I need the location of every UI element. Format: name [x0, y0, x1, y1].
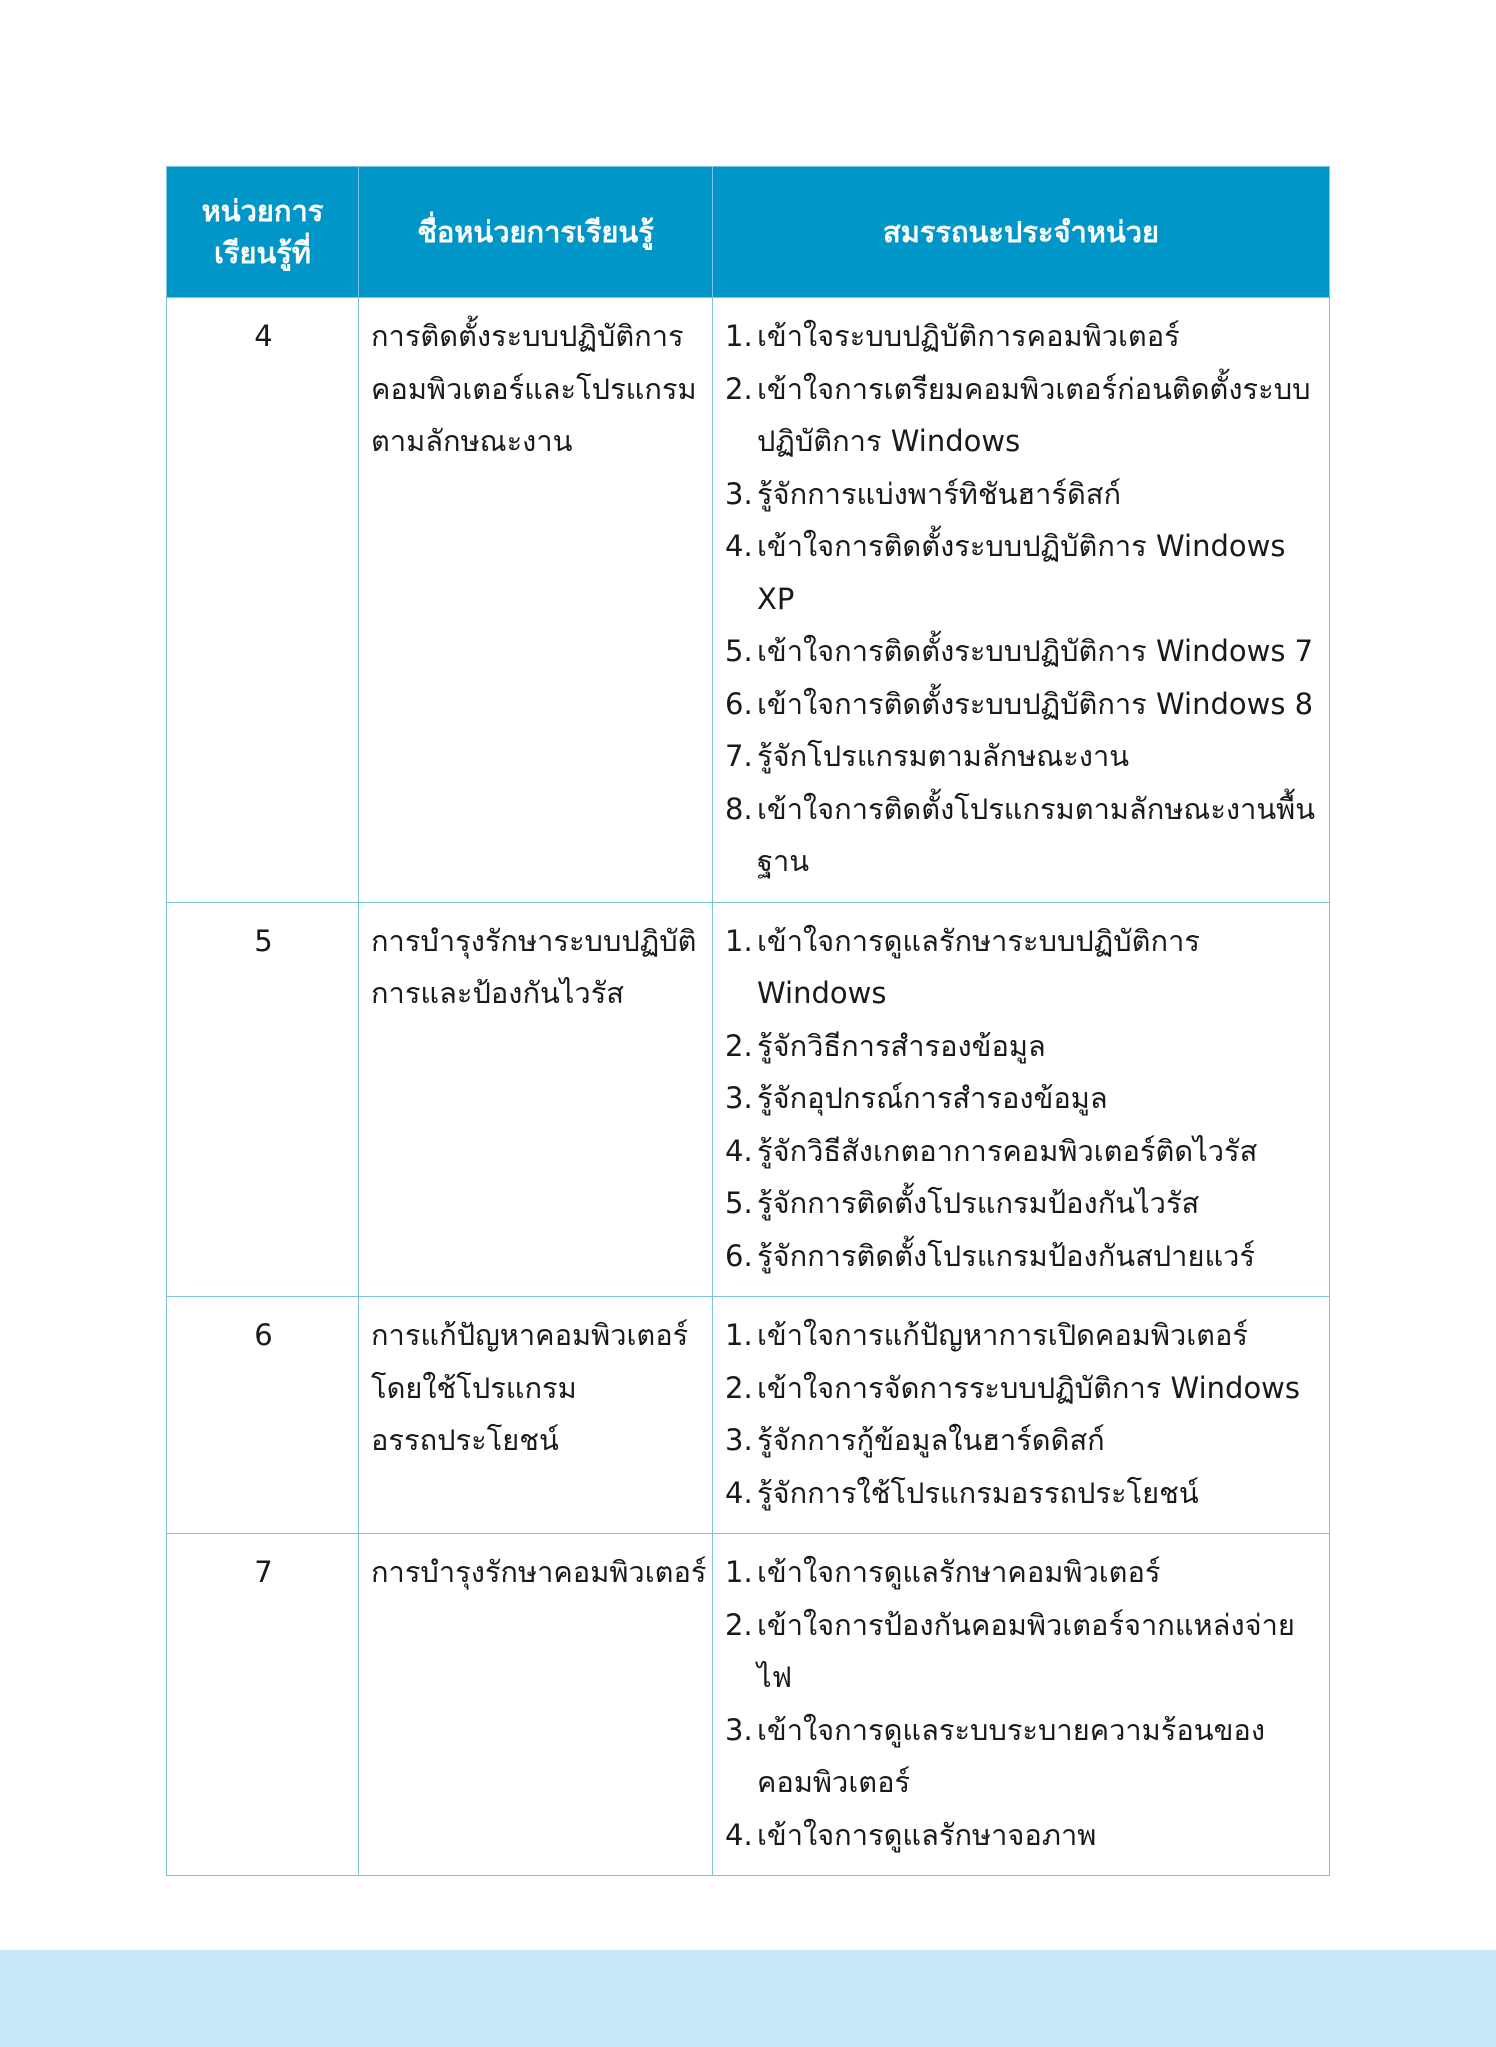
table-row: [167, 902, 1330, 1297]
list-item: [725, 1809, 1319, 1862]
competency-number: 1.: [725, 1555, 753, 1589]
unit-number-cell: 5: [167, 902, 359, 1297]
list-item: [725, 310, 1319, 363]
competency-number: 2.: [725, 1607, 753, 1642]
unit-name-line: การบำรุงรักษาระบบปฏิบัติ: [371, 923, 697, 958]
competency-text: รู้จักการติดตั้งโปรแกรมป้องกันสปายแวร์: [757, 1238, 1256, 1273]
list-item: [725, 1467, 1319, 1520]
table-row: [167, 1297, 1330, 1534]
competency-number: 3.: [725, 1423, 753, 1457]
table-header-row: [167, 167, 1330, 298]
competency-text: เข้าใจการดูแลระบบระบายความร้อนของคอมพิวเตอร์: [757, 1712, 1265, 1799]
footer-band: [0, 1950, 1496, 2047]
competency-text: เข้าใจการติดตั้งระบบปฏิบัติการ Windows 8: [757, 686, 1314, 721]
unit-name-line: การและป้องกันไวรัส: [371, 976, 624, 1010]
list-item: [725, 915, 1319, 1020]
competency-number: 4.: [725, 1817, 753, 1852]
competency-text: เข้าใจการดูแลรักษาคอมพิวเตอร์: [757, 1555, 1161, 1589]
unit-name-line: คอมพิวเตอร์และโปรแกรม: [371, 371, 697, 406]
unit-name-cell: [359, 1297, 713, 1534]
competency-text: เข้าใจการเตรียมคอมพิวเตอร์ก่อนติดตั้งระบบปฏิบัติการ Windows: [757, 371, 1311, 458]
competency-text: เข้าใจการดูแลรักษาระบบปฏิบัติการ Windows: [757, 923, 1200, 1010]
competency-text: เข้าใจการแก้ปัญหาการเปิดคอมพิวเตอร์: [757, 1318, 1249, 1352]
competency-text: รู้จักการกู้ข้อมูลในฮาร์ดดิสก์: [757, 1423, 1105, 1457]
competency-text: เข้าใจการจัดการระบบปฏิบัติการ Windows: [757, 1370, 1301, 1405]
competency-text: เข้าใจการติดตั้งระบบปฏิบัติการ Windows XP: [757, 529, 1286, 616]
competency-number: 6.: [725, 1238, 753, 1273]
list-item: [725, 1072, 1319, 1125]
competency-list: [725, 1546, 1319, 1861]
competency-cell: [713, 1297, 1330, 1534]
competency-number: 3.: [725, 1081, 753, 1115]
unit-name-cell: [359, 298, 713, 903]
competency-number: 1.: [725, 319, 753, 353]
list-item: [725, 783, 1319, 888]
unit-name-line: การแก้ปัญหาคอมพิวเตอร์: [371, 1318, 689, 1352]
unit-name-line: การติดตั้งระบบปฏิบัติการ: [371, 319, 684, 353]
unit-name-line: โดยใช้โปรแกรม: [371, 1370, 577, 1405]
competency-text: รู้จักการติดตั้งโปรแกรมป้องกันไวรัส: [757, 1186, 1200, 1220]
list-item: [725, 520, 1319, 625]
list-item: [725, 1362, 1319, 1415]
competency-text: รู้จักการใช้โปรแกรมอรรถประโยชน์: [757, 1475, 1199, 1510]
unit-name-line: อรรถประโยชน์: [371, 1423, 559, 1457]
list-item: [725, 1546, 1319, 1599]
unit-name-cell: [359, 902, 713, 1297]
competency-table: [166, 166, 1330, 1876]
competency-text: เข้าใจการป้องกันคอมพิวเตอร์จากแหล่งจ่ายไฟ: [757, 1607, 1295, 1694]
unit-number-cell: 7: [167, 1534, 359, 1876]
unit-number-cell: 4: [167, 298, 359, 903]
competency-text: รู้จักโปรแกรมตามลักษณะงาน: [757, 739, 1130, 773]
list-item: [725, 1309, 1319, 1362]
list-item: [725, 1125, 1319, 1178]
unit-name-line: ตามลักษณะงาน: [371, 424, 573, 458]
table-row: [167, 298, 1330, 903]
competency-number: 4.: [725, 1475, 753, 1510]
list-item: [725, 730, 1319, 783]
competency-number: 4.: [725, 1133, 753, 1168]
competency-number: 5.: [725, 634, 753, 668]
competency-number: 8.: [725, 791, 753, 826]
list-item: [725, 1704, 1319, 1809]
list-item: [725, 363, 1319, 468]
competency-text: รู้จักการแบ่งพาร์ทิชันฮาร์ดิสก์: [757, 476, 1122, 511]
competency-cell: [713, 902, 1330, 1297]
competency-number: 7.: [725, 739, 753, 773]
unit-name-line: การบำรุงรักษาคอมพิวเตอร์: [371, 1555, 707, 1589]
list-item: [725, 625, 1319, 678]
competency-number: 6.: [725, 686, 753, 721]
header-unit-number: [167, 167, 359, 298]
list-item: [725, 1177, 1319, 1230]
unit-name-cell: [359, 1534, 713, 1876]
competency-number: 2.: [725, 1028, 753, 1063]
unit-number-cell: 6: [167, 1297, 359, 1534]
competency-text: เข้าใจการติดตั้งโปรแกรมตามลักษณะงานพื้นฐาน: [757, 791, 1316, 878]
list-item: [725, 678, 1319, 731]
competency-cell: [713, 298, 1330, 903]
competency-list: [725, 1309, 1319, 1519]
competency-number: 3.: [725, 476, 753, 511]
table-body: [167, 298, 1330, 1876]
competency-number: 4.: [725, 529, 753, 563]
competency-list: [725, 915, 1319, 1283]
header-unit-name: ชื่อหน่วยการเรียนรู้: [359, 167, 713, 298]
table-row: [167, 1534, 1330, 1876]
header-competency: สมรรถนะประจำหน่วย: [713, 167, 1330, 298]
competency-number: 1.: [725, 1318, 753, 1352]
competency-number: 1.: [725, 923, 753, 958]
header-unit-number-line2: เรียนรู้ที่: [214, 236, 311, 270]
competency-text: เข้าใจระบบปฏิบัติการคอมพิวเตอร์: [757, 319, 1180, 353]
competency-number: 2.: [725, 1370, 753, 1405]
competency-number: 5.: [725, 1186, 753, 1220]
list-item: [725, 1230, 1319, 1283]
competency-text: รู้จักอุปกรณ์การสำรองข้อมูล: [757, 1081, 1108, 1115]
competency-number: 3.: [725, 1712, 753, 1747]
competency-cell: [713, 1534, 1330, 1876]
competency-text: รู้จักวิธีการสำรองข้อมูล: [757, 1028, 1046, 1063]
list-item: [725, 1599, 1319, 1704]
competency-number: 2.: [725, 371, 753, 406]
competency-text: เข้าใจการดูแลรักษาจอภาพ: [757, 1817, 1097, 1852]
competency-list: [725, 310, 1319, 888]
list-item: [725, 1414, 1319, 1467]
competency-text: เข้าใจการติดตั้งระบบปฏิบัติการ Windows 7: [757, 634, 1314, 668]
competency-text: รู้จักวิธีสังเกตอาการคอมพิวเตอร์ติดไวรัส: [757, 1133, 1258, 1168]
header-unit-number-line1: หน่วยการ: [201, 194, 324, 228]
list-item: [725, 1020, 1319, 1073]
list-item: [725, 468, 1319, 521]
